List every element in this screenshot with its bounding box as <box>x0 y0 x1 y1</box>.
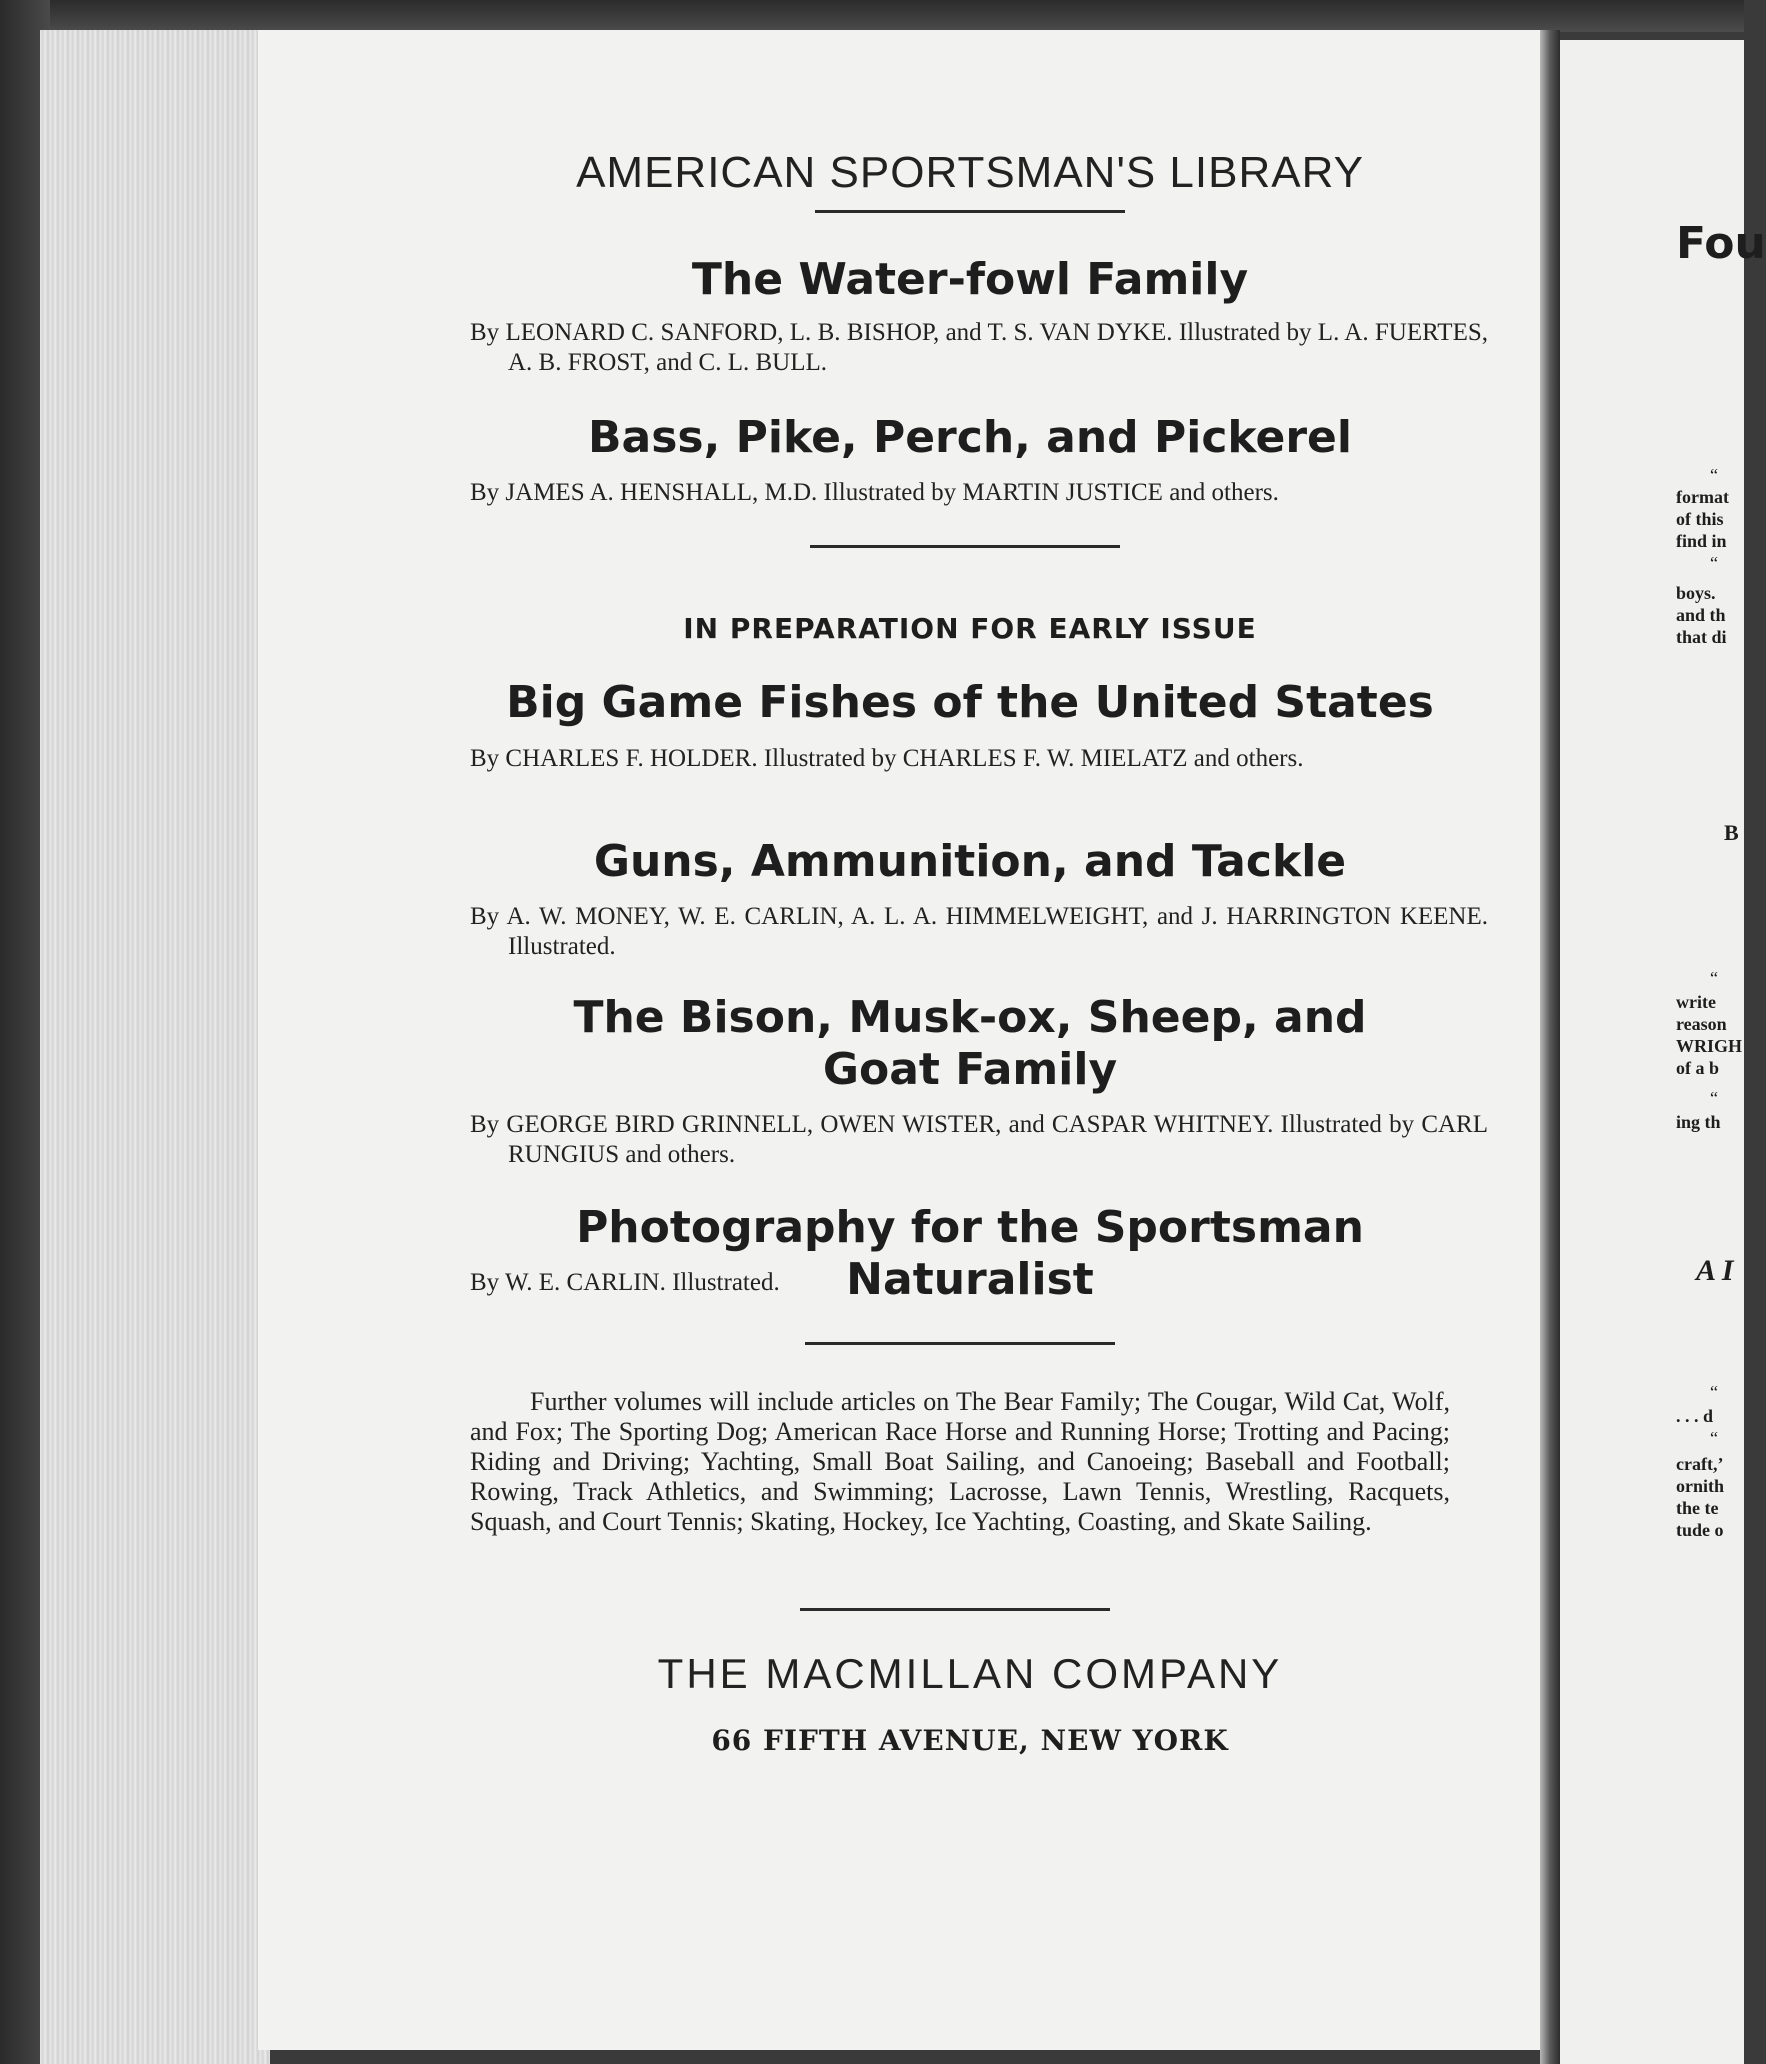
book-title: The Water-fowl Family <box>691 254 1249 305</box>
page-block-edges <box>40 30 270 2064</box>
book-title: Guns, Ammunition, and Tackle <box>593 836 1347 887</box>
facing-line: “ <box>1710 1428 1718 1448</box>
facing-line: “ <box>1710 465 1718 485</box>
facing-line: that di <box>1676 627 1727 647</box>
book-byline: By A. W. MONEY, W. E. CARLIN, A. L. A. HIMMELWEIGHT, and J. HARRINGTON KEENE. Illustrated. <box>470 903 1488 960</box>
left-page <box>258 30 1540 2050</box>
facing-line: the te <box>1676 1498 1719 1518</box>
facing-line: A I <box>1696 1254 1734 1287</box>
facing-line: “ <box>1710 553 1718 573</box>
facing-line: WRIGH <box>1676 1036 1743 1056</box>
book-byline: By CHARLES F. HOLDER. Illustrated by CHARLES F. W. MIELATZ and others. <box>470 745 1304 772</box>
book-byline: By W. E. CARLIN. Illustrated. <box>470 1269 780 1296</box>
facing-line: of this <box>1676 509 1724 529</box>
facing-page <box>1560 40 1766 2064</box>
facing-line: reason <box>1676 1014 1727 1034</box>
facing-line: “ <box>1710 1088 1718 1108</box>
publisher-name: THE MACMILLAN COMPANY <box>657 1650 1283 1697</box>
facing-line: ornith <box>1676 1476 1725 1496</box>
facing-heading: Fou <box>1676 218 1766 269</box>
facing-line: craft,’ <box>1676 1454 1724 1474</box>
facing-line: “ <box>1710 1382 1718 1402</box>
book-title: Photography for the Sportsman Naturalist <box>576 1202 1364 1305</box>
facing-line: “ <box>1710 968 1718 988</box>
book-title: Bass, Pike, Perch, and Pickerel <box>588 412 1352 463</box>
facing-line: of a b <box>1676 1058 1720 1078</box>
facing-line: find in <box>1676 531 1727 551</box>
facing-line: B <box>1724 820 1739 845</box>
facing-line: write <box>1676 992 1716 1012</box>
top-shadow <box>0 0 1744 32</box>
divider-rule <box>810 545 1120 548</box>
book-byline: By GEORGE BIRD GRINNELL, OWEN WISTER, and CASPAR WHITNEY. Illustrated by CARL RUNGIUS and others. <box>470 1111 1488 1168</box>
book-title: The Bison, Musk-ox, Sheep, and Goat Family <box>573 992 1367 1095</box>
divider-rule <box>805 1342 1115 1345</box>
facing-line: boys. <box>1676 583 1716 603</box>
facing-line: format <box>1676 487 1729 507</box>
facing-line: and th <box>1676 605 1726 625</box>
book-gutter <box>1540 30 1560 2064</box>
further-volumes-paragraph: Further volumes will include articles on The Bear Family; The Cougar, Wild Cat, Wolf, and Fox; The Sporting Dog; American Race Horse and Running Horse; Trotting and Pacing; Riding and Driving; Yachting, Small Boat Sailing, and Canoeing; Baseball and Football; Rowing, Track Athletics, and Swimming; Lacrosse, Lawn Tennis, Wrestling, Racquets, Squash, and Court Tennis; Skating, Hockey, Ice Yachting, Coasting, and Skate Sailing. <box>470 1387 1450 1536</box>
divider-rule <box>815 210 1125 213</box>
divider-rule <box>800 1608 1110 1611</box>
facing-line: . . . d <box>1676 1406 1714 1426</box>
preparation-heading: IN PREPARATION FOR EARLY ISSUE <box>683 612 1257 645</box>
book-byline: By JAMES A. HENSHALL, M.D. Illustrated by MARTIN JUSTICE and others. <box>470 479 1279 506</box>
facing-line: tude o <box>1676 1520 1724 1540</box>
book-byline: By LEONARD C. SANFORD, L. B. BISHOP, and T. S. VAN DYKE. Illustrated by L. A. FUERTES, A. B. FROST, and C. L. BULL. <box>470 319 1488 376</box>
facing-line: ing th <box>1676 1112 1721 1132</box>
publisher-address: 66 FIFTH AVENUE, NEW YORK <box>711 1724 1229 1757</box>
book-title: Big Game Fishes of the United States <box>506 677 1434 728</box>
series-title: AMERICAN SPORTSMAN'S LIBRARY <box>576 148 1364 197</box>
